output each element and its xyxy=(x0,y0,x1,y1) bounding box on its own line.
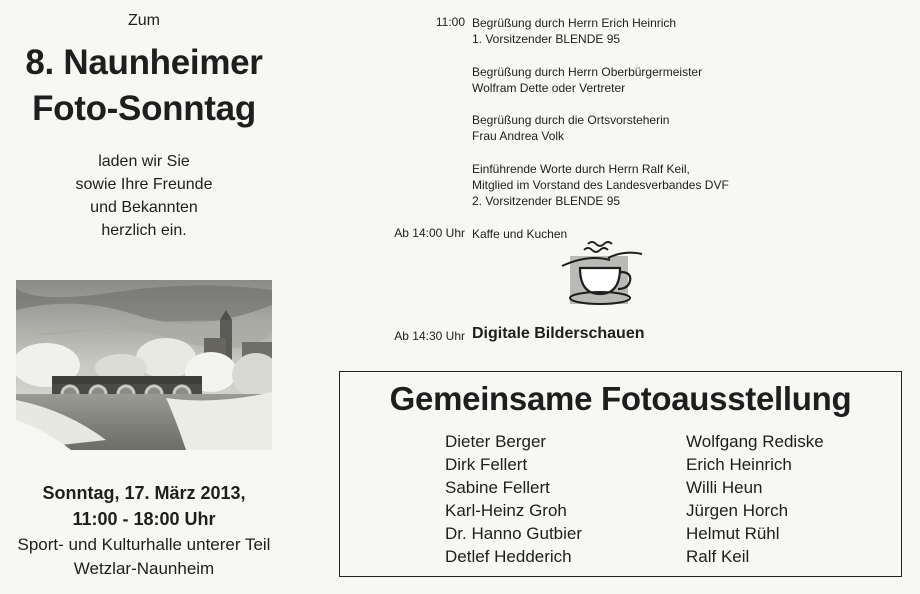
schedule-line: 1. Vorsitzender BLENDE 95 xyxy=(472,32,621,46)
exhibitor-list-right xyxy=(686,430,824,568)
date-line: Sonntag, 17. März 2013, xyxy=(42,483,246,503)
event-title-line2: Foto-Sonntag xyxy=(32,89,256,128)
exhibitor-name: Helmut Rühl xyxy=(686,524,780,543)
intro-text: Zum xyxy=(128,12,160,29)
exhibitor-name: Erich Heinrich xyxy=(686,455,792,474)
exhibitor-name: Willi Heun xyxy=(686,478,763,497)
exhibitor-name: Jürgen Horch xyxy=(686,501,789,520)
schedule-item-highlight: Digitale Bilderschauen xyxy=(472,325,645,342)
schedule-item xyxy=(472,15,676,47)
exhibitor-name: Karl-Heinz Groh xyxy=(445,501,567,520)
time-line: 11:00 - 18:00 Uhr xyxy=(72,509,216,529)
event-venue xyxy=(0,533,288,581)
schedule-line: Frau Andrea Volk xyxy=(472,129,565,143)
schedule-item xyxy=(472,161,729,209)
schedule-line: Begrüßung durch Herrn Erich Heinrich xyxy=(472,16,677,30)
exhibitor-name: Dr. Hanno Gutbier xyxy=(445,524,583,543)
exhibitor-name: Dieter Berger xyxy=(445,432,547,451)
invitation-text xyxy=(0,150,288,242)
schedule-time: Ab 14:00 Uhr xyxy=(394,226,465,240)
town-bridge-photo xyxy=(16,280,272,450)
schedule-time: Ab 14:30 Uhr xyxy=(394,329,465,343)
event-title-line1: 8. Naunheimer xyxy=(25,43,263,82)
schedule-line: Einführende Worte durch Herrn Ralf Keil, xyxy=(472,162,690,176)
schedule-item: Kaffe und Kuchen xyxy=(472,227,568,241)
schedule-line: Wolfram Dette oder Vertreter xyxy=(472,81,626,95)
venue-line1: Sport- und Kulturhalle unterer Teil xyxy=(17,535,271,554)
schedule-line: 2. Vorsitzender BLENDE 95 xyxy=(472,194,621,208)
schedule-item xyxy=(472,112,669,144)
invite-line: herzlich ein. xyxy=(101,222,187,239)
exhibitor-name: Sabine Fellert xyxy=(445,478,550,497)
invite-line: laden wir Sie xyxy=(98,153,190,170)
exhibitor-name: Detlef Hedderich xyxy=(445,547,572,566)
exhibitor-name: Wolfgang Rediske xyxy=(686,432,824,451)
schedule-item xyxy=(472,64,702,96)
exhibition-box xyxy=(339,371,902,577)
invite-line: sowie Ihre Freunde xyxy=(75,176,213,193)
coffee-cup-icon xyxy=(558,240,646,310)
exhibitor-name: Dirk Fellert xyxy=(445,455,528,474)
schedule-line: Begrüßung durch Herrn Oberbürgermeister xyxy=(472,65,703,79)
exhibitor-list-left xyxy=(445,430,582,568)
schedule-time: 11:00 xyxy=(435,15,465,29)
exhibition-title: Gemeinsame Fotoausstellung xyxy=(389,380,852,417)
event-date xyxy=(0,480,288,532)
schedule-line: Mitglied im Vorstand des Landesverbandes DVF xyxy=(472,178,729,192)
invite-line: und Bekannten xyxy=(90,199,198,216)
schedule-line: Begrüßung durch die Ortsvorsteherin xyxy=(472,113,670,127)
event-title xyxy=(0,40,288,132)
exhibitor-name: Ralf Keil xyxy=(686,547,750,566)
venue-line2: Wetzlar-Naunheim xyxy=(73,559,215,578)
